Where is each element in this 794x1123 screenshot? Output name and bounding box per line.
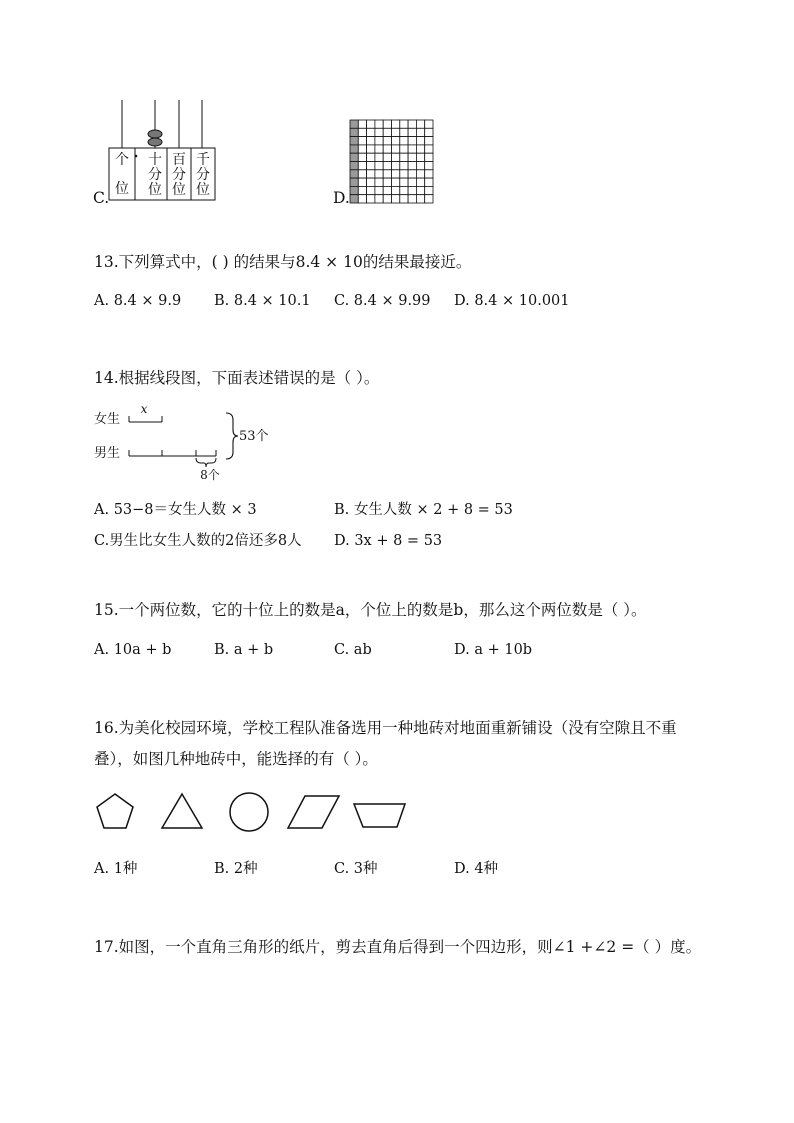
grid-cell — [367, 145, 375, 153]
grid-cell — [400, 145, 408, 153]
grid-cell — [408, 120, 416, 128]
grid-cell — [416, 128, 424, 136]
grid-cell — [416, 137, 424, 145]
grid-cell — [425, 186, 433, 194]
grid-cell — [416, 170, 424, 178]
abacus-label-ones: 位 — [115, 181, 129, 197]
grid-cell — [408, 178, 416, 186]
tile-shapes-figure — [92, 790, 412, 836]
grid-cell — [392, 120, 400, 128]
abacus-label-hundredths: 位 — [172, 182, 186, 198]
question-13-stem: 13.下列算式中，( ) 的结果与8.4 × 10的结果最接近。 — [94, 253, 472, 271]
grid-cell — [408, 170, 416, 178]
grid-cell — [400, 137, 408, 145]
grid-cell — [383, 153, 391, 161]
extra-8-label: 8个 — [200, 468, 220, 482]
grid-cell — [392, 162, 400, 170]
grid-cell — [383, 178, 391, 186]
question-16-option-a[interactable]: A. 1种 — [94, 861, 138, 877]
grid-cell — [392, 186, 400, 194]
grid-cell — [425, 162, 433, 170]
parallelogram-icon — [288, 796, 339, 828]
grid-cell — [375, 145, 383, 153]
grid-cell — [358, 145, 366, 153]
grid-cell — [367, 128, 375, 136]
grid-cell — [358, 178, 366, 186]
question-17-stem: 17.如图，一个直角三角形的纸片，剪去直角后得到一个四边形，则∠1 +∠2 =（ ）度。 — [94, 938, 702, 956]
grid-cell — [425, 178, 433, 186]
grid-cell — [425, 170, 433, 178]
grid-cell — [375, 162, 383, 170]
grid-cell — [367, 178, 375, 186]
grid-cell — [383, 137, 391, 145]
grid-cell — [408, 195, 416, 203]
grid-cell — [416, 178, 424, 186]
boys-label: 男生 — [94, 446, 121, 461]
grid-cell — [408, 162, 416, 170]
triangle-icon — [162, 794, 202, 828]
grid-cell — [408, 186, 416, 194]
grid-cell-shaded — [350, 128, 358, 136]
grid-cell — [425, 153, 433, 161]
question-15-option-d[interactable]: D. a + 10b — [454, 642, 533, 658]
question-13-option-d[interactable]: D. 8.4 × 10.001 — [454, 293, 570, 309]
grid-cell — [358, 170, 366, 178]
abacus-figure — [104, 100, 224, 204]
girls-label: 女生 — [94, 412, 121, 427]
grid-cell — [367, 170, 375, 178]
grid-cell-shaded — [350, 120, 358, 128]
grid-cell — [392, 145, 400, 153]
grid-cell — [400, 178, 408, 186]
circle-icon — [230, 793, 268, 831]
grid-cell — [383, 162, 391, 170]
pentagon-icon — [97, 794, 133, 828]
grid-cell — [375, 178, 383, 186]
abacus-label-tenths: 分 — [148, 167, 162, 183]
grid-cell — [375, 137, 383, 145]
question-13-option-a[interactable]: A. 8.4 × 9.9 — [94, 293, 182, 309]
grid-cell-shaded — [350, 145, 358, 153]
grid-cell-shaded — [350, 178, 358, 186]
grid-cell — [375, 128, 383, 136]
grid-cell — [358, 162, 366, 170]
grid-cell — [375, 153, 383, 161]
question-13-option-b[interactable]: B. 8.4 × 10.1 — [214, 293, 311, 309]
option-c-label: C. — [93, 189, 110, 207]
grid-cell — [416, 120, 424, 128]
grid-cell — [416, 145, 424, 153]
question-14-option-a[interactable]: A. 53−8＝女生人数 × 3 — [94, 502, 257, 518]
grid-cell — [400, 186, 408, 194]
grid-cell — [358, 120, 366, 128]
question-15-stem: 15.一个两位数，它的十位上的数是a，个位上的数是b，那么这个两位数是（ ）。 — [94, 601, 647, 619]
grid-cell — [392, 137, 400, 145]
abacus-bead — [148, 130, 162, 138]
question-14-option-d[interactable]: D. 3x + 8 = 53 — [334, 533, 443, 549]
grid-cell — [425, 120, 433, 128]
grid-cell — [367, 137, 375, 145]
grid-cell — [416, 195, 424, 203]
abacus-label-ones: 个 — [115, 152, 129, 168]
grid-cell — [400, 153, 408, 161]
question-14-option-c[interactable]: C.男生比女生人数的2倍还多8人 — [94, 533, 302, 549]
grid-cell — [400, 120, 408, 128]
question-15-option-a[interactable]: A. 10a + b — [94, 642, 172, 658]
grid-cell — [375, 195, 383, 203]
grid-cell — [367, 195, 375, 203]
grid-cell-shaded — [350, 137, 358, 145]
grid-cell — [375, 186, 383, 194]
grid-cell-shaded — [350, 170, 358, 178]
grid-cell — [392, 153, 400, 161]
grid-cell — [408, 128, 416, 136]
question-14-stem: 14.根据线段图，下面表述错误的是（ ）。 — [94, 369, 380, 387]
grid-cell — [400, 195, 408, 203]
grid-cell — [392, 170, 400, 178]
grid-cell-shaded — [350, 162, 358, 170]
grid-cell — [367, 153, 375, 161]
x-label: x — [140, 402, 148, 416]
grid-cell — [383, 170, 391, 178]
abacus-label-hundredths: 百 — [172, 152, 186, 168]
question-15-option-b[interactable]: B. a + b — [214, 642, 274, 658]
question-16-option-d[interactable]: D. 4种 — [454, 861, 499, 877]
grid-cell-shaded — [350, 153, 358, 161]
abacus-label-tenths: 十 — [148, 152, 162, 168]
grid-cell — [358, 186, 366, 194]
total-53-label: 53个 — [239, 429, 269, 444]
grid-cell — [383, 145, 391, 153]
question-15-option-c[interactable]: C. ab — [334, 642, 372, 658]
grid-cell — [367, 120, 375, 128]
question-14-option-b[interactable]: B. 女生人数 × 2 + 8 = 53 — [334, 502, 513, 518]
grid-cell — [425, 195, 433, 203]
grid-cell-shaded — [350, 186, 358, 194]
grid-cell — [375, 120, 383, 128]
grid-cell — [408, 153, 416, 161]
abacus-label-thousandths: 位 — [196, 182, 210, 198]
grid-cell — [358, 195, 366, 203]
grid-cell — [425, 128, 433, 136]
abacus-label-hundredths: 分 — [172, 167, 186, 183]
grid-cell-shaded — [350, 195, 358, 203]
grid-cell — [383, 195, 391, 203]
grid-cell — [358, 153, 366, 161]
question-16-option-b[interactable]: B. 2种 — [214, 861, 258, 877]
question-16-stem-line1: 16.为美化校园环境，学校工程队准备选用一种地砖对地面重新铺设（没有空隙且不重 — [94, 719, 677, 737]
grid-cell — [392, 128, 400, 136]
grid-cell — [416, 153, 424, 161]
grid-cell — [358, 128, 366, 136]
grid-cell — [400, 170, 408, 178]
abacus-bead — [148, 138, 162, 146]
grid-cell — [416, 186, 424, 194]
grid-cell — [392, 195, 400, 203]
abacus-label-thousandths: 千 — [196, 152, 210, 168]
grid-cell — [383, 120, 391, 128]
line-segment-diagram — [92, 400, 292, 482]
question-16-option-c[interactable]: C. 3种 — [334, 861, 378, 877]
grid-cell — [375, 170, 383, 178]
question-13-option-c[interactable]: C. 8.4 × 9.99 — [334, 293, 431, 309]
grid-cell — [408, 145, 416, 153]
grid-cell — [425, 145, 433, 153]
grid-cell — [408, 137, 416, 145]
trapezoid-icon — [354, 804, 405, 827]
hundred-grid-figure — [349, 119, 435, 205]
abacus-label-thousandths: 分 — [196, 167, 210, 183]
question-16-stem-line2: 叠），如图几种地砖中，能选择的有（ ）。 — [94, 750, 378, 768]
grid-cell — [383, 128, 391, 136]
grid-cell — [425, 137, 433, 145]
grid-cell — [392, 178, 400, 186]
grid-cell — [400, 162, 408, 170]
grid-cell — [367, 186, 375, 194]
grid-cell — [383, 186, 391, 194]
abacus-label-tenths: 位 — [148, 182, 162, 198]
grid-cell — [358, 137, 366, 145]
grid-cell — [400, 128, 408, 136]
grid-cell — [367, 162, 375, 170]
grid-cell — [416, 162, 424, 170]
option-d-label: D. — [333, 189, 350, 207]
